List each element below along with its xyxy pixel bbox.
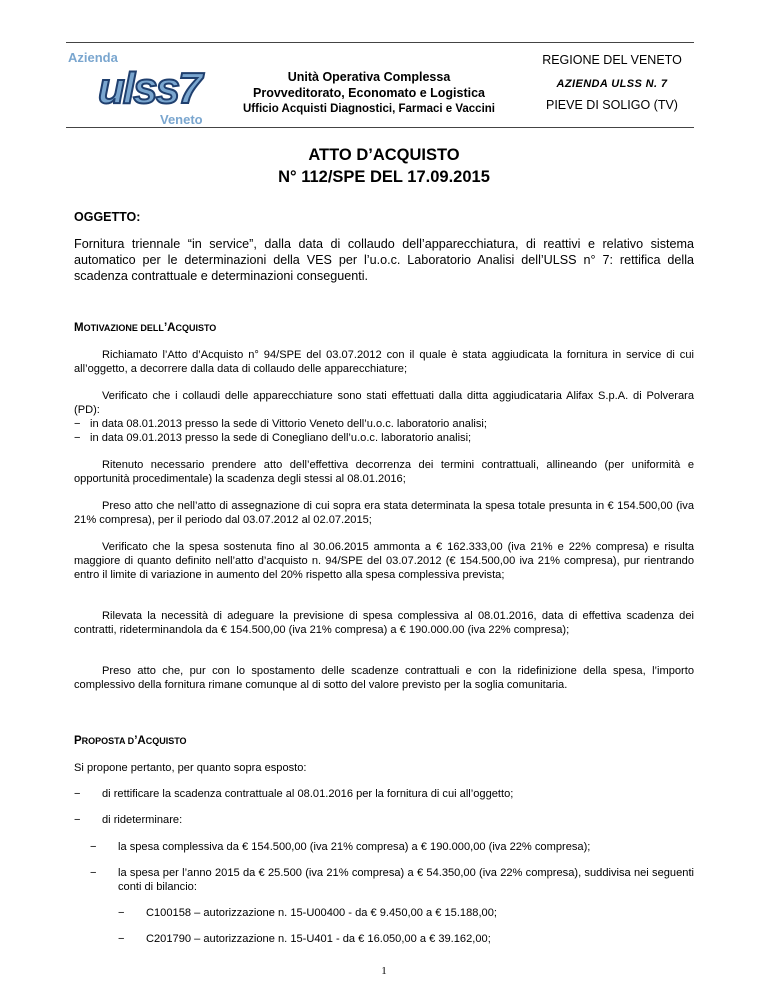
list-item-text: C201790 – autorizzazione n. 15-U401 - da € 16.050,00 a € 39.162,00; [146,933,491,945]
dash-bullet: − [90,841,97,853]
unit-name: Unità Operativa Complessa [287,70,451,84]
list-item-text: la spesa per l’anno 2015 da € 25.500 (iva 21% compresa) a € 54.350,00 (iva 22% compresa), suddivisa nei seguenti conti di bilancio: [118,867,694,893]
list-item-text: di rideterminare: [102,814,183,826]
motivazione-paragraph-4: Preso atto che nell’atto di assegnazione di cui sopra era stata determinata la spesa totale presunta in € 154.500,00 (iva 21% compresa), per il periodo dal 03.07.2012 al 02.07.2015; [74,500,694,526]
list-item [118,932,694,946]
page-number: 1 [381,965,387,977]
azienda-name: AZIENDA ULSS N. 7 [556,78,668,90]
header-bottom-rule [66,127,694,128]
heading-letter: A [137,735,146,747]
oggetto-heading: OGGETTO: [74,210,141,224]
document-number: N° 112/SPE DEL 17.09.2015 [278,168,490,186]
motivazione-paragraph-7: Preso atto che, pur con lo spostamento delle scadenze contrattuali e con la ridefinizione della spesa, l’importo complessivo della fornitura rimane comunque al di sotto del valore previsto per la soglia comunitaria. [74,665,694,691]
unit-department: Provveditorato, Economato e Logistica [253,86,485,100]
list-item-text: C100158 – autorizzazione n. 15-U00400 - da € 9.450,00 a € 15.188,00; [146,907,497,919]
oggetto-text: Fornitura triennale “in service”, dalla data di collaudo dell’apparecchiatura, di reattivi e relativo sistema automatico per le determinazioni della VES per l’u.o.c. Laboratorio Analisi dell’ULSS n° 7: rettifica della scadenza contrattuale e determinazioni conseguenti. [74,237,694,283]
logo-word-azienda: Azienda [68,50,118,65]
logo-word-ulss7: ulss7 [98,64,201,113]
unit-block [226,69,512,117]
dash-bullet: − [74,814,81,826]
motivazione-heading [74,322,216,334]
header-top-rule [66,42,694,43]
dash-bullet: − [74,788,81,800]
heading-apostrophe: ’ [134,735,138,747]
document-title: ATTO D’ACQUISTO [308,146,460,164]
unit-office: Ufficio Acquisti Diagnostici, Farmaci e Vaccini [242,103,495,115]
azienda-location: PIEVE DI SOLIGO (TV) [546,98,678,112]
dash-bullet: − [74,418,81,430]
region-name: REGIONE DEL VENETO [542,53,682,67]
motivazione-paragraph-2: Verificato che i collaudi delle apparecchiature sono stati effettuati dalla ditta aggiudicataria Alifax S.p.A. di Polverara (PD): [74,390,694,416]
motivazione-paragraph-3: Ritenuto necessario prendere atto dell’effettiva decorrenza dei termini contrattuali, allineando (per uniformità e opportunità procedimentale) la scadenza degli stessi al 08.01.2016; [74,459,694,485]
list-item [90,866,694,894]
list-item [74,431,694,445]
proposta-intro: Si propone pertanto, per quanto sopra esposto: [74,762,307,774]
ulss7-logo [66,48,220,128]
dash-bullet: − [118,907,125,919]
list-item [118,906,694,920]
logo-word-veneto: Veneto [160,112,203,127]
motivazione-paragraph-6: Rilevata la necessità di adeguare la previsione di spesa complessiva al 08.01.2016, data di effettiva scadenza dei contratti, rideterminandola da € 154.500,00 (iva 21% compresa) a € 190.000.00 (iva 22% compresa); [74,610,694,636]
heading-text: CQUISTO [175,323,217,333]
list-item-text: di rettificare la scadenza contrattuale al 08.01.2016 per la fornitura di cui all’oggetto; [102,788,514,800]
heading-letter: M [74,322,84,334]
dash-bullet: − [74,432,81,444]
heading-text: ROPOSTA D [81,736,135,746]
list-item [74,813,694,827]
heading-apostrophe: ’ [163,322,168,334]
heading-text: OTIVAZIONE DELL [83,323,164,333]
heading-text: CQUISTO [145,736,187,746]
proposta-heading [74,735,187,747]
list-item-text: la spesa complessiva da € 154.500,00 (iva 21% compresa) a € 190.000,00 (iva 22% compresa); [118,841,591,853]
dash-bullet: − [90,867,97,879]
list-item [74,787,694,801]
list-item [90,840,694,854]
list-item-text: in data 09.01.2013 presso la sede di Conegliano dell’u.o.c. laboratorio analisi; [90,432,472,444]
motivazione-paragraph-5: Verificato che la spesa sostenuta fino al 30.06.2015 ammonta a € 162.333,00 (iva 21% e 22% compresa) e risulta maggiore di quanto definito nell’atto d’acquisto n. 94/SPE del 03.07.2012 (€ 154.500,00 iva 21% compresa), pur rientrando entro il limite di variazione in aumento del 20% rispetto alla spesa complessiva prevista; [74,541,694,581]
list-item [74,417,694,431]
list-item-text: in data 08.01.2013 presso la sede di Vittorio Veneto dell’u.o.c. laboratorio analisi; [90,418,487,430]
heading-letter: P [74,735,82,747]
motivazione-paragraph-1: Richiamato l’Atto d’Acquisto n° 94/SPE del 03.07.2012 con il quale è stata aggiudicata la fornitura in service di cui all’oggetto, a decorrere dalla data di collaudo delle apparecchiature; [74,349,694,375]
heading-letter: A [167,322,176,334]
dash-bullet: − [118,933,125,945]
